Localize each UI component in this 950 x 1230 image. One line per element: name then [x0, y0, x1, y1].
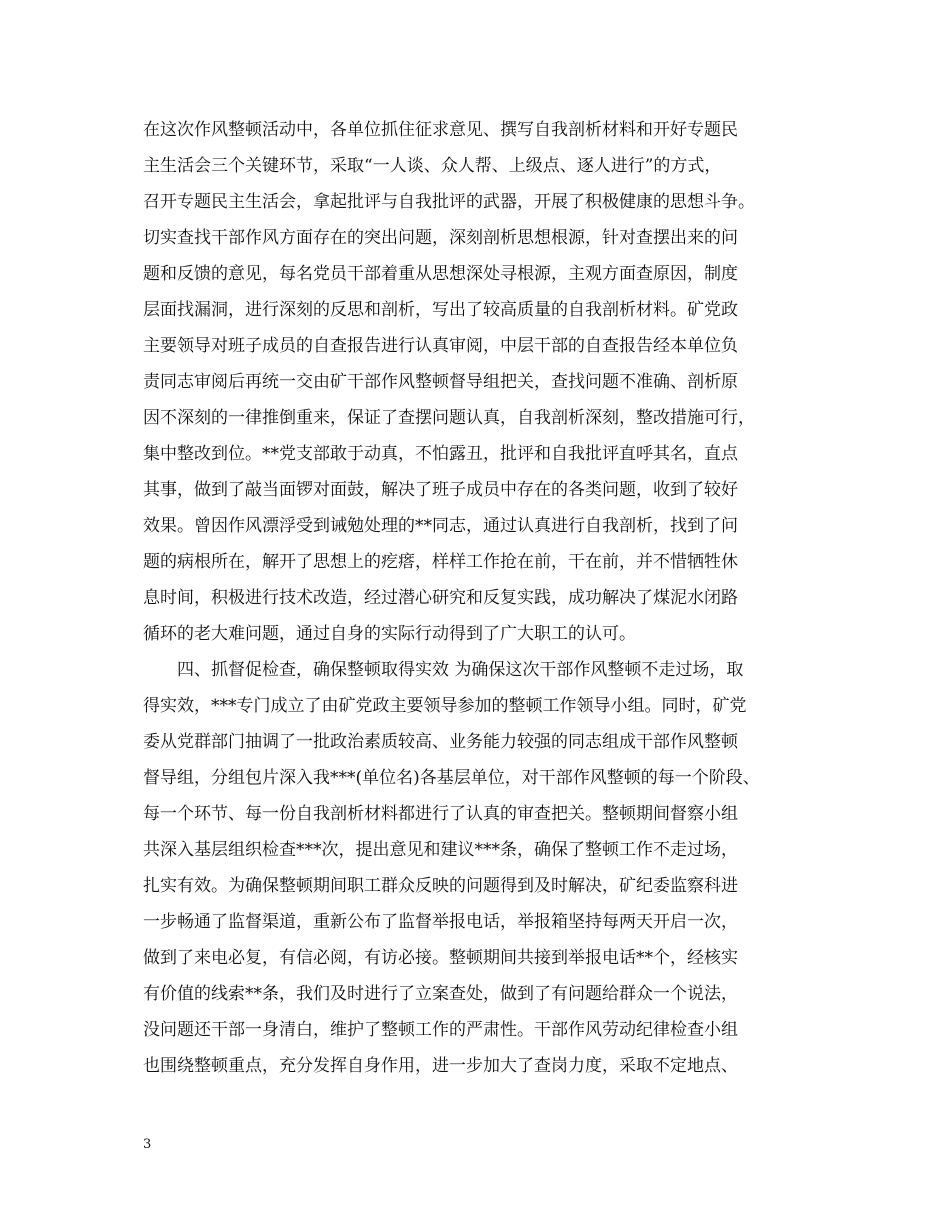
text-line: 在这次作风整顿活动中，各单位抓住征求意见、撰写自我剖析材料和开好专题民: [143, 120, 738, 140]
body-text: [143, 112, 813, 1084]
page-number: 3: [143, 1137, 152, 1152]
text-line: 扎实有效。为确保整顿期间职工群众反映的问题得到及时解决，矿纪委监察科进: [143, 876, 738, 896]
text-line: 题和反馈的意见，每名党员干部着重从思想深处寻根源，主观方面查原因，制度: [143, 264, 738, 284]
text-line: 委从党群部门抽调了一批政治素质较高、业务能力较强的同志组成干部作风整顿: [143, 732, 738, 752]
text-line: 效果。曾因作风漂浮受到诫勉处理的**同志，通过认真进行自我剖析，找到了问: [143, 516, 738, 536]
text-line: 四、抓督促检查，确保整顿取得实效 为确保这次干部作风整顿不走过场，取: [143, 660, 744, 680]
text-line: 其事，做到了敲当面锣对面鼓，解决了班子成员中存在的各类问题，收到了较好: [143, 480, 738, 500]
text-line: 循环的老大难问题，通过自身的实际行动得到了广大职工的认可。: [143, 624, 636, 644]
text-line: 也围绕整顿重点，充分发挥自身作用，进一步加大了查岗力度，采取不定地点、: [143, 1056, 738, 1076]
text-line: 每一个环节、每一份自我剖析材料都进行了认真的审查把关。整顿期间督察小组: [143, 804, 738, 824]
text-line: 集中整改到位。**党支部敢于动真，不怕露丑，批评和自我批评直呼其名，直点: [143, 444, 738, 464]
text-line: 一步畅通了监督渠道，重新公布了监督举报电话，举报箱坚持每两天开启一次，: [143, 912, 738, 932]
text-line: 息时间，积极进行技术改造，经过潜心研究和反复实践，成功解决了煤泥水闭路: [143, 588, 738, 608]
text-line: 主要领导对班子成员的自查报告进行认真审阅，中层干部的自查报告经本单位负: [143, 336, 738, 356]
text-line: 切实查找干部作风方面存在的突出问题，深刻剖析思想根源，针对查摆出来的问: [143, 228, 738, 248]
text-line: 有价值的线索**条，我们及时进行了立案查处，做到了有问题给群众一个说法，: [143, 984, 738, 1004]
text-line: 主生活会三个关键环节，采取“一人谈、众人帮、上级点、逐人进行”的方式，: [143, 156, 722, 176]
text-line: 召开专题民主生活会，拿起批评与自我批评的武器，开展了积极健康的思想斗争。: [143, 192, 755, 212]
text-line: 共深入基层组织检查***次，提出意见和建议***条，确保了整顿工作不走过场，: [143, 840, 738, 860]
text-line: 层面找漏洞，进行深刻的反思和剖析，写出了较高质量的自我剖析材料。矿党政: [143, 300, 738, 320]
text-line: 督导组，分组包片深入我***(单位名)各基层单位，对干部作风整顿的每一个阶段、: [143, 768, 760, 788]
text-line: 得实效，***专门成立了由矿党政主要领导参加的整顿工作领导小组。同时，矿党: [143, 696, 747, 716]
text-line: 因不深刻的一律推倒重来，保证了查摆问题认真，自我剖析深刻，整改措施可行，: [143, 408, 755, 428]
text-line: 责同志审阅后再统一交由矿干部作风整顿督导组把关，查找问题不准确、剖析原: [143, 372, 738, 392]
text-line: 做到了来电必复，有信必阅，有访必接。整顿期间共接到举报电话**个，经核实: [143, 948, 738, 968]
text-line: 没问题还干部一身清白，维护了整顿工作的严肃性。干部作风劳动纪律检查小组: [143, 1020, 738, 1040]
text-line: 题的病根所在，解开了思想上的疙瘩，样样工作抢在前，干在前，并不惜牺牲休: [143, 552, 738, 572]
